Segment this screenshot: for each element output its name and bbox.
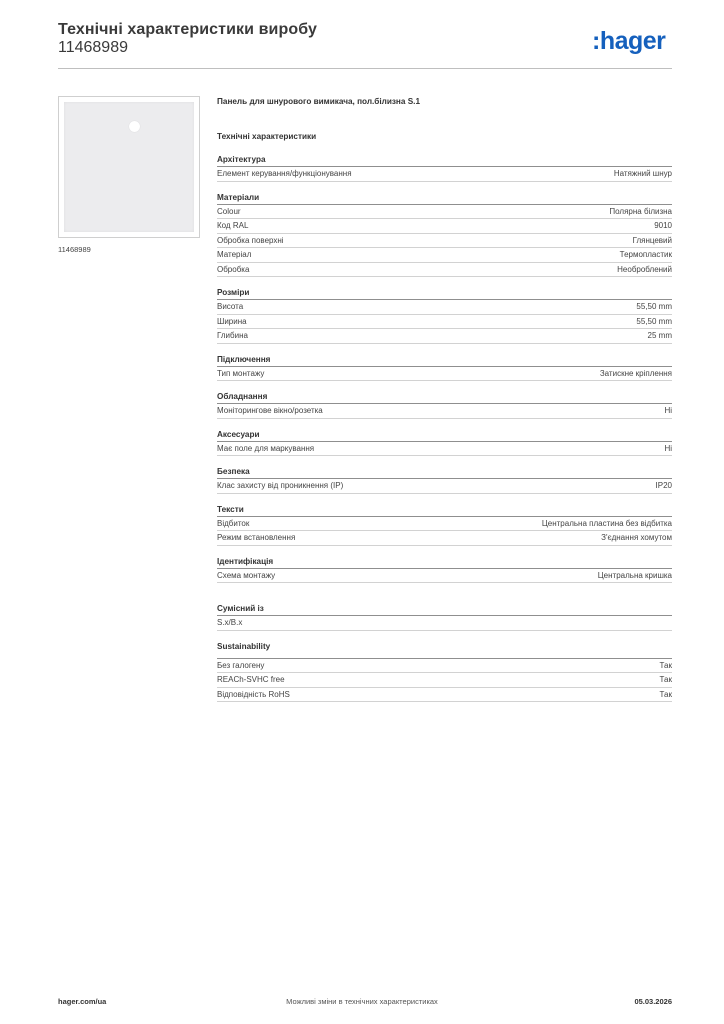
row-value: Так <box>659 660 672 670</box>
row-value: Ні <box>664 443 672 453</box>
sustainability-section <box>217 641 672 703</box>
row-label: Висота <box>217 302 244 311</box>
hager-logo <box>592 27 676 57</box>
table-row <box>217 248 672 263</box>
table-row <box>217 442 672 457</box>
cover-plate-illustration <box>64 102 194 232</box>
spec-section <box>217 556 672 584</box>
product-image <box>58 96 200 238</box>
row-label: Має поле для маркування <box>217 443 315 453</box>
spec-section <box>217 391 672 419</box>
row-label: Схема монтажу <box>217 570 276 580</box>
specifications <box>217 95 672 702</box>
image-caption: 11468989 <box>58 245 91 254</box>
row-label: Відбиток <box>217 518 250 528</box>
page-title: Технічні характеристики виробу <box>58 21 317 38</box>
row-label: Відповідність RoHS <box>217 689 290 699</box>
row-label: S.x/B.x <box>217 618 243 627</box>
section-title: Розміри <box>217 288 250 297</box>
row-label: Режим встановлення <box>217 533 296 542</box>
row-value: Полярна білизна <box>609 206 672 216</box>
row-value: 25 mm <box>647 331 672 340</box>
spec-section <box>217 466 672 494</box>
row-value: Центральна кришка <box>597 570 672 580</box>
row-value: Так <box>659 689 672 699</box>
spec-section <box>217 504 672 546</box>
row-label: Обробка поверхні <box>217 235 284 245</box>
table-row <box>217 219 672 234</box>
row-value: Центральна пластина без відбитка <box>541 518 672 528</box>
section-title: Сумісний із <box>217 604 264 613</box>
table-row <box>217 234 672 249</box>
section-title: Аксесуари <box>217 429 260 439</box>
spec-section <box>217 192 672 278</box>
row-label: REACh-SVHC free <box>217 675 285 684</box>
row-value: Затискне кріплення <box>599 368 672 378</box>
table-row <box>217 404 672 419</box>
row-value: З'єднання хомутом <box>601 533 672 542</box>
section-title: Безпека <box>217 467 250 476</box>
section-title: Тексти <box>217 504 244 514</box>
row-value: Термопластик <box>619 250 672 259</box>
row-value: Необроблений <box>617 264 672 274</box>
table-row <box>217 205 672 220</box>
footer-website: hager.com/ua <box>58 997 107 1006</box>
spec-section <box>217 354 672 382</box>
table-row <box>217 367 672 382</box>
row-value: Так <box>659 675 672 684</box>
row-value: IP20 <box>655 481 672 490</box>
row-label: Моніторингове вікно/розетка <box>217 406 323 415</box>
section-title: Підключення <box>217 354 271 364</box>
spec-sections <box>217 154 672 583</box>
table-row <box>217 688 672 703</box>
compatible-section <box>217 603 672 631</box>
row-value: Глянцевий <box>632 235 672 245</box>
spec-section <box>217 287 672 344</box>
hager-logo-text: :hager <box>592 27 666 55</box>
product-number: 11468989 <box>58 39 128 56</box>
row-value: 55,50 mm <box>636 316 672 326</box>
table-row <box>217 531 672 546</box>
row-label: Без галогену <box>217 660 265 670</box>
row-label: Матеріал <box>217 250 252 259</box>
table-row <box>217 479 672 494</box>
table-row <box>217 329 672 344</box>
header-divider <box>58 68 672 69</box>
table-row <box>217 673 672 688</box>
row-label: Глибина <box>217 331 248 340</box>
row-label: Обробка <box>217 264 250 274</box>
spec-section <box>217 429 672 457</box>
footer-date: 05.03.2026 <box>634 997 672 1006</box>
section-title: Матеріали <box>217 192 260 202</box>
row-label: Елемент керування/функціонування <box>217 169 352 178</box>
cord-hole-icon <box>129 121 140 132</box>
table-row <box>217 659 672 674</box>
table-row <box>217 263 672 278</box>
row-label: Код RAL <box>217 221 249 230</box>
section-title: Sustainability <box>217 641 271 651</box>
row-label: Тип монтажу <box>217 368 265 378</box>
section-title: Архітектура <box>217 155 266 164</box>
table-row <box>217 300 672 315</box>
row-value: 9010 <box>654 221 672 230</box>
technical-characteristics-heading: Технічні характеристики <box>217 132 317 141</box>
row-value: Ні <box>664 406 672 415</box>
row-label: Клас захисту від проникнення (IP) <box>217 481 344 490</box>
section-title: Обладнання <box>217 392 268 401</box>
spec-section <box>217 154 672 182</box>
footer-notice: Можливі зміни в технічних характеристиках <box>286 997 438 1006</box>
product-name: Панель для шнурового вимикача, пол.білизна S.1 <box>217 97 420 106</box>
sustainability-rows <box>217 659 672 703</box>
row-value: Натяжний шнур <box>613 169 672 178</box>
table-row <box>217 616 672 631</box>
section-title: Ідентифікація <box>217 556 274 566</box>
table-row <box>217 315 672 330</box>
table-row <box>217 167 672 182</box>
row-label: Colour <box>217 206 241 216</box>
row-label: Ширина <box>217 316 247 326</box>
table-row <box>217 569 672 584</box>
table-row <box>217 517 672 532</box>
row-value: 55,50 mm <box>636 302 672 311</box>
